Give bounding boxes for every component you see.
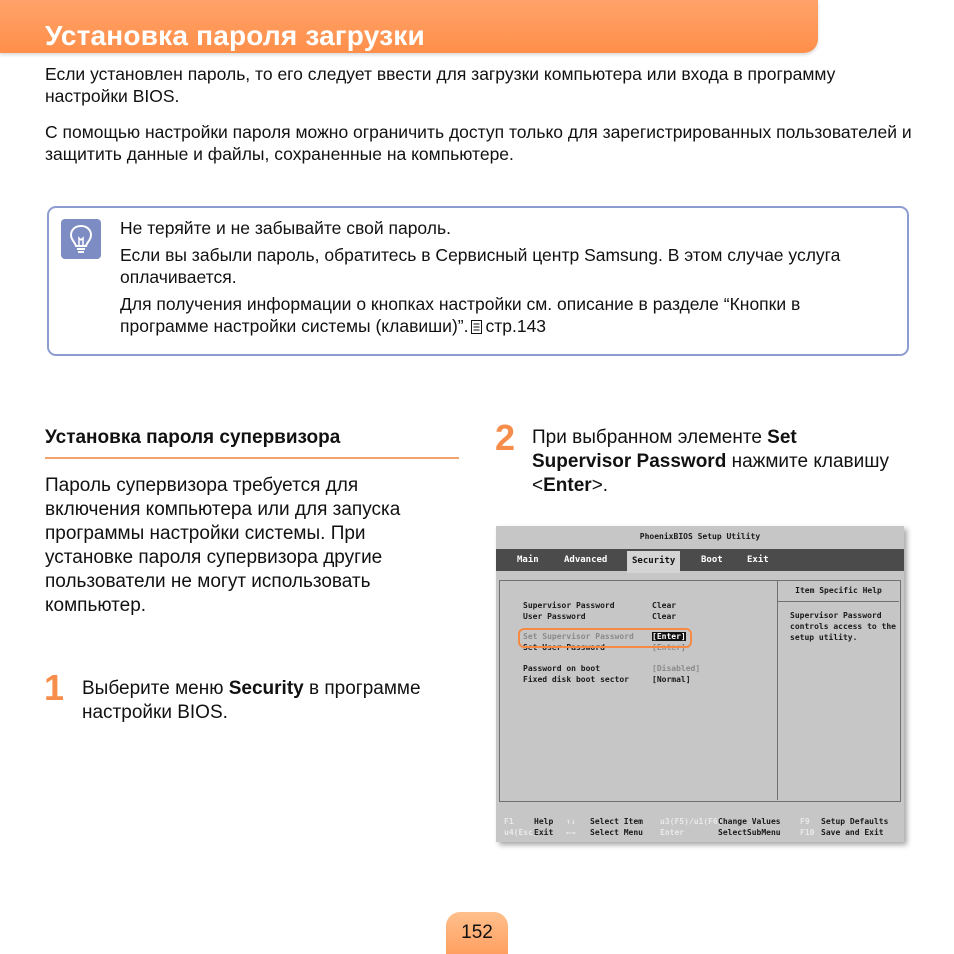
bios-screenshot [496, 526, 904, 842]
bios-row-label[interactable]: Set User Password [523, 643, 605, 652]
tip-line-3-text: Для получения информации о кнопках настройки см. описание в разделе “Кнопки в программе настройки системы (клавиши)”. [120, 294, 801, 336]
step-1-menu-name: Security [228, 678, 304, 699]
bios-panel-divider [777, 580, 778, 800]
bios-row-label-selected[interactable]: Set Supervisor Password [523, 632, 634, 641]
footer-key: F9 [800, 817, 810, 826]
footer-action: SelectSubMenu [718, 828, 781, 837]
footer-action: Help [534, 817, 554, 826]
footer-action: Setup Defaults [821, 817, 889, 826]
page-number: 152 [446, 912, 508, 954]
step-2-item-name: Set Supervisor Password [532, 427, 797, 472]
tip-page-reference[interactable]: стр.143 [485, 316, 547, 336]
bios-row-value: [Normal] [652, 675, 691, 684]
footer-action: Save and Exit [821, 828, 884, 837]
footer-action: Select Item [590, 817, 643, 826]
footer-key: u3(F5)/u1(F6) [660, 817, 723, 826]
bios-tab-main[interactable]: Main [517, 555, 539, 565]
bios-tab-security[interactable]: Security [627, 551, 680, 573]
bios-title: PhoenixBIOS Setup Utility [639, 532, 761, 541]
footer-key: F10 [800, 828, 815, 837]
highlight-frame [518, 628, 692, 648]
bios-row-value: [Disabled] [652, 664, 701, 673]
footer-action: Select Menu [590, 828, 643, 837]
step-2-text-b: нажмите клавишу < [532, 451, 889, 496]
bios-row-label[interactable]: Password on boot [523, 664, 601, 673]
bios-row-value: Clear [652, 612, 677, 621]
bios-row-label[interactable]: User Password [523, 612, 586, 621]
footer-action: Exit [534, 828, 554, 837]
bios-enter-value[interactable]: [Enter] [652, 632, 686, 641]
footer-key: F1 [504, 817, 514, 826]
document-icon [471, 317, 482, 339]
bios-row-label[interactable]: Fixed disk boot sector [523, 675, 629, 684]
tip-line-2: Если вы забыли пароль, обратитесь в Сервисный центр Samsung. В этом случае услуга оплачивается. [120, 245, 841, 287]
step-1-text-a: Выберите меню [82, 678, 229, 699]
bios-row-label[interactable]: Supervisor Password [523, 601, 615, 610]
footer-action: Change Values [718, 817, 781, 826]
footer-key: Enter [660, 828, 685, 837]
section-body: Пароль супервизора требуется для включения компьютера или для запуска программы настройки системы. При установке пароля супервизора другие пользователи не могут использовать компьютер. [45, 475, 401, 616]
step-1-number: 1 [44, 667, 65, 708]
step-2-number: 2 [495, 417, 516, 458]
tip-line-3 [120, 293, 880, 339]
bios-menu-bar [496, 549, 904, 571]
step-1-text-b: в программе настройки BIOS. [82, 678, 421, 723]
section-divider [45, 457, 459, 459]
header-bar [0, 0, 818, 53]
bios-row-value: [Enter] [652, 643, 686, 652]
bios-tab-advanced[interactable]: Advanced [564, 555, 608, 565]
bios-help-text: Supervisor Password controls access to the setup utility. [790, 611, 896, 642]
lightbulb-icon [61, 219, 101, 259]
bios-help-title: Item Specific Help [778, 581, 899, 602]
step-2-text [532, 426, 892, 498]
tip-text [120, 217, 880, 344]
step-2-key-name: Enter [543, 475, 592, 496]
section-heading: Установка пароля супервизора [45, 427, 341, 448]
footer-key: ←→ [566, 828, 576, 837]
page-title: Установка пароля загрузки [45, 20, 425, 51]
step-1-text [82, 677, 442, 725]
bios-tab-exit[interactable]: Exit [747, 555, 769, 565]
bios-footer [496, 814, 904, 842]
footer-key: ↑↓ [566, 817, 576, 826]
tip-box [47, 206, 909, 356]
footer-key: u4(Esc) [504, 828, 538, 837]
tip-line-1: Не теряйте и не забывайте свой пароль. [120, 218, 451, 238]
intro-paragraph-2: С помощью настройки пароля можно ограничить доступ только для зарегистрированных пользователей и защитить данные и файлы, сохраненные на компьютере. [45, 122, 912, 164]
step-2-text-a: При выбранном элементе [532, 427, 768, 448]
bios-tab-boot[interactable]: Boot [701, 555, 723, 565]
bios-row-value: Clear [652, 601, 677, 610]
step-2-text-c: >. [591, 475, 609, 496]
intro-paragraph-1: Если установлен пароль, то его следует ввести для загрузки компьютера или входа в программу настройки BIOS. [45, 64, 836, 106]
